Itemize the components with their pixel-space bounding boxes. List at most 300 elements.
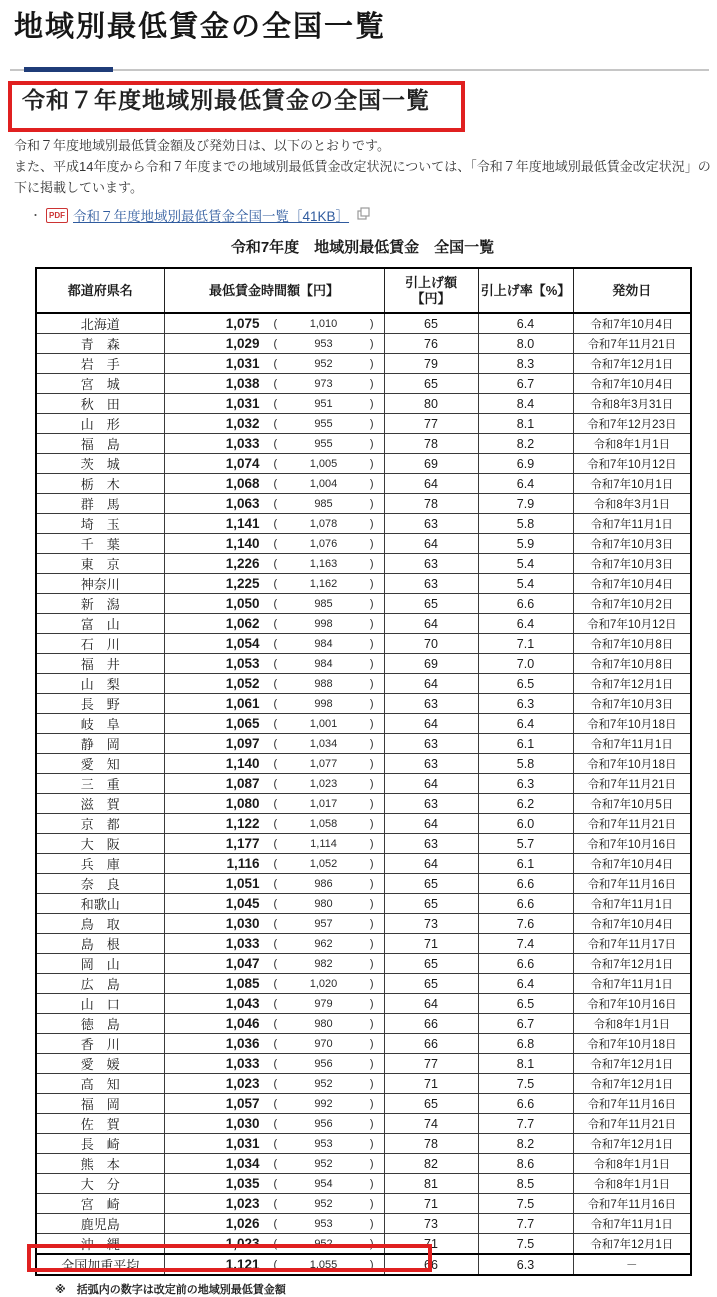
table-row	[36, 354, 691, 374]
raise-rate-cell: 6.3	[478, 774, 573, 794]
wage-current-value: 1,053	[225, 656, 260, 671]
paren-close: )	[369, 457, 374, 470]
section-heading: 令和７年度地域別最低賃金の全国一覧	[22, 87, 430, 113]
raise-rate-cell: 6.6	[478, 594, 573, 614]
raise-rate-cell: 6.6	[478, 874, 573, 894]
raise-amount-cell: 65	[384, 374, 478, 394]
paren-close: )	[369, 977, 374, 990]
intro-text	[14, 135, 714, 198]
table-row	[36, 534, 691, 554]
wage-previous-value	[274, 1138, 374, 1150]
paren-open: (	[273, 457, 278, 470]
table-row	[36, 1194, 691, 1214]
table-row	[36, 774, 691, 794]
wage-previous-number: 955	[314, 437, 333, 450]
raise-rate-cell: 8.2	[478, 1134, 573, 1154]
wage-current-value: 1,116	[226, 856, 260, 871]
wage-previous-number: 970	[314, 1037, 333, 1050]
prefecture-name-cell: 広 島	[36, 974, 164, 994]
wage-previous-value	[274, 1218, 374, 1230]
table-row	[36, 574, 691, 594]
wage-previous-number: 988	[314, 677, 333, 690]
paren-open: (	[273, 437, 278, 450]
paren-open: (	[273, 497, 278, 510]
prefecture-name-cell: 大 分	[36, 1174, 164, 1194]
paren-close: )	[369, 317, 374, 330]
table-row	[36, 814, 691, 834]
prefecture-name-cell: 富 山	[36, 614, 164, 634]
effective-date-cell: 令和7年10月5日	[573, 794, 691, 814]
wage-previous-number: 1,001	[309, 717, 338, 730]
wage-previous-number: 985	[314, 497, 333, 510]
table-row	[36, 994, 691, 1014]
effective-date-cell: 令和7年10月4日	[573, 374, 691, 394]
effective-date-cell: 令和7年10月3日	[573, 534, 691, 554]
wage-previous-value	[274, 1038, 374, 1050]
raise-rate-cell: 7.5	[478, 1234, 573, 1255]
wage-cell	[164, 674, 384, 694]
table-row	[36, 494, 691, 514]
table-row	[36, 854, 691, 874]
wage-previous-value	[274, 518, 374, 530]
table-row	[36, 1174, 691, 1194]
wage-current-value: 1,045	[225, 896, 260, 911]
raise-amount-cell: 63	[384, 754, 478, 774]
table-row	[36, 1094, 691, 1114]
paren-open: (	[273, 1157, 278, 1170]
paren-open: (	[273, 737, 278, 750]
raise-rate-cell: 6.4	[478, 474, 573, 494]
prefecture-name-cell: 岐 阜	[36, 714, 164, 734]
paren-close: )	[369, 1017, 374, 1030]
wage-cell	[164, 974, 384, 994]
raise-rate-cell: 6.5	[478, 674, 573, 694]
wage-cell	[164, 1034, 384, 1054]
table-row	[36, 614, 691, 634]
wage-previous-number: 1,034	[309, 737, 338, 750]
wage-cell	[164, 1234, 384, 1255]
wage-cell	[164, 534, 384, 554]
prefecture-name-cell: 群 馬	[36, 494, 164, 514]
paren-open: (	[273, 1137, 278, 1150]
paren-close: )	[369, 1177, 374, 1190]
table-row	[36, 1214, 691, 1234]
table-row	[36, 454, 691, 474]
prefecture-name-cell: 高 知	[36, 1074, 164, 1094]
paren-open: (	[273, 477, 278, 490]
table-row	[36, 594, 691, 614]
table-row	[36, 794, 691, 814]
effective-date-cell: 令和7年10月8日	[573, 654, 691, 674]
col-header-date: 発効日	[573, 268, 691, 313]
paren-close: )	[369, 577, 374, 590]
table-row-national-average	[36, 1254, 691, 1275]
wage-previous-number: 952	[314, 1197, 333, 1210]
raise-amount-cell: 63	[384, 734, 478, 754]
effective-date-cell: 令和7年11月1日	[573, 514, 691, 534]
paren-open: (	[273, 957, 278, 970]
effective-date-cell: 令和7年12月1日	[573, 1234, 691, 1255]
table-title: 令和7年度 地域別最低賃金 全国一覧	[230, 239, 495, 256]
raise-rate-cell: 7.5	[478, 1194, 573, 1214]
raise-amount-cell: 77	[384, 414, 478, 434]
prefecture-name-cell: 静 岡	[36, 734, 164, 754]
wage-cell	[164, 374, 384, 394]
wage-cell	[164, 794, 384, 814]
prefecture-name-cell: 宮 城	[36, 374, 164, 394]
raise-amount-cell: 64	[384, 474, 478, 494]
wage-previous-value	[274, 358, 374, 370]
wage-previous-value	[274, 1118, 374, 1130]
wage-previous-number: 973	[314, 377, 333, 390]
paren-close: )	[369, 517, 374, 530]
wage-previous-number: 957	[314, 917, 333, 930]
table-row	[36, 914, 691, 934]
prefecture-name-cell: 神奈川	[36, 574, 164, 594]
col-header-wage: 最低賃金時間額【円】	[164, 268, 384, 313]
wage-current-value: 1,062	[225, 616, 260, 631]
wage-current-value: 1,033	[225, 936, 260, 951]
effective-date-cell: 令和7年12月1日	[573, 674, 691, 694]
paren-open: (	[273, 1217, 278, 1230]
paren-close: )	[369, 537, 374, 550]
wage-cell	[164, 614, 384, 634]
prefecture-name-cell: 全国加重平均	[36, 1254, 164, 1275]
table-row	[36, 734, 691, 754]
wage-previous-number: 952	[314, 357, 333, 370]
paren-open: (	[273, 1017, 278, 1030]
raise-amount-cell: 73	[384, 1214, 478, 1234]
wage-cell	[164, 994, 384, 1014]
wage-cell	[164, 474, 384, 494]
effective-date-cell: 令和7年11月16日	[573, 1194, 691, 1214]
paren-open: (	[273, 557, 278, 570]
effective-date-cell: 令和8年1月1日	[573, 1154, 691, 1174]
effective-date-cell: 令和7年10月12日	[573, 454, 691, 474]
raise-amount-cell: 66	[384, 1014, 478, 1034]
wage-cell	[164, 634, 384, 654]
paren-open: (	[273, 637, 278, 650]
wage-current-value: 1,050	[225, 596, 260, 611]
paren-close: )	[369, 1258, 374, 1271]
paren-close: )	[369, 997, 374, 1010]
paren-open: (	[273, 617, 278, 630]
paren-close: )	[369, 477, 374, 490]
raise-amount-cell: 63	[384, 794, 478, 814]
raise-amount-cell: 65	[384, 1094, 478, 1114]
wage-previous-value	[274, 638, 374, 650]
col-header-prefecture: 都道府県名	[36, 268, 164, 313]
raise-amount-cell: 64	[384, 534, 478, 554]
effective-date-cell: 令和7年11月1日	[573, 734, 691, 754]
raise-rate-cell: 6.3	[478, 694, 573, 714]
wage-previous-value	[274, 1058, 374, 1070]
paren-close: )	[369, 917, 374, 930]
effective-date-cell: 令和7年10月3日	[573, 554, 691, 574]
wage-previous-number: 952	[314, 1237, 333, 1250]
wage-previous-number: 1,055	[309, 1258, 338, 1271]
wage-current-value: 1,033	[225, 436, 260, 451]
effective-date-cell: 令和7年10月4日	[573, 574, 691, 594]
paren-open: (	[273, 817, 278, 830]
wage-current-value: 1,054	[225, 636, 260, 651]
wage-cell	[164, 574, 384, 594]
prefecture-name-cell: 和歌山	[36, 894, 164, 914]
wage-current-value: 1,031	[225, 396, 260, 411]
wage-previous-number: 998	[314, 697, 333, 710]
paren-open: (	[273, 1077, 278, 1090]
raise-rate-cell: 8.3	[478, 354, 573, 374]
paren-close: )	[369, 617, 374, 630]
table-row	[36, 394, 691, 414]
wage-current-value: 1,031	[225, 1136, 260, 1151]
raise-rate-cell: 5.8	[478, 754, 573, 774]
wage-previous-number: 1,004	[309, 477, 338, 490]
wage-current-value: 1,034	[225, 1156, 260, 1171]
effective-date-cell: 令和7年12月23日	[573, 414, 691, 434]
wage-previous-number: 980	[314, 897, 333, 910]
wage-previous-value	[274, 958, 374, 970]
effective-date-cell: 令和8年3月31日	[573, 394, 691, 414]
effective-date-cell: 令和7年10月1日	[573, 474, 691, 494]
table-row	[36, 414, 691, 434]
wage-current-value: 1,225	[225, 576, 260, 591]
raise-rate-cell: 6.1	[478, 734, 573, 754]
raise-amount-cell: 64	[384, 674, 478, 694]
paren-open: (	[273, 597, 278, 610]
table-row	[36, 754, 691, 774]
paren-open: (	[273, 997, 278, 1010]
wage-previous-number: 998	[314, 617, 333, 630]
table-footnote: ※ 括弧内の数字は改定前の地域別最低賃金額	[55, 1284, 286, 1296]
wage-current-value: 1,046	[225, 1016, 260, 1031]
effective-date-cell: 令和7年11月21日	[573, 814, 691, 834]
table-row	[36, 1074, 691, 1094]
paren-open: (	[273, 657, 278, 670]
list-bullet: ・	[30, 210, 41, 222]
raise-amount-cell: 78	[384, 434, 478, 454]
paren-close: )	[369, 337, 374, 350]
paren-open: (	[273, 1037, 278, 1050]
raise-rate-cell: 8.1	[478, 1054, 573, 1074]
page-title: 地域別最低賃金の全国一覧	[14, 11, 387, 43]
pdf-download-link[interactable]: 令和７年度地域別最低賃金全国一覧［41KB］	[73, 209, 350, 224]
external-link-icon[interactable]	[357, 207, 370, 223]
paren-open: (	[273, 1258, 278, 1271]
effective-date-cell: －	[573, 1254, 691, 1275]
wage-current-value: 1,047	[225, 956, 260, 971]
wage-current-value: 1,051	[225, 876, 260, 891]
wage-previous-number: 1,020	[309, 977, 338, 990]
effective-date-cell: 令和7年12月1日	[573, 1134, 691, 1154]
paren-close: )	[369, 597, 374, 610]
wage-cell	[164, 1074, 384, 1094]
paren-open: (	[273, 357, 278, 370]
wage-current-value: 1,030	[225, 1116, 260, 1131]
wage-current-value: 1,061	[225, 696, 260, 711]
prefecture-name-cell: 奈 良	[36, 874, 164, 894]
wage-previous-value	[274, 818, 374, 830]
table-header-row	[36, 268, 691, 313]
paren-close: )	[369, 1197, 374, 1210]
wage-previous-value	[274, 618, 374, 630]
table-row	[36, 694, 691, 714]
wage-previous-value	[274, 598, 374, 610]
raise-rate-cell: 7.1	[478, 634, 573, 654]
wage-previous-number: 1,058	[309, 817, 338, 830]
wage-previous-number: 1,052	[309, 857, 338, 870]
wage-cell	[164, 1114, 384, 1134]
wage-current-value: 1,080	[225, 796, 260, 811]
wage-previous-value	[274, 558, 374, 570]
raise-rate-cell: 6.7	[478, 374, 573, 394]
raise-amount-cell: 82	[384, 1154, 478, 1174]
table-row	[36, 554, 691, 574]
wage-cell	[164, 734, 384, 754]
wage-cell	[164, 334, 384, 354]
prefecture-name-cell: 大 阪	[36, 834, 164, 854]
table-row	[36, 934, 691, 954]
effective-date-cell: 令和8年1月1日	[573, 1014, 691, 1034]
wage-previous-number: 954	[314, 1177, 333, 1190]
raise-amount-cell: 71	[384, 1194, 478, 1214]
wage-cell	[164, 774, 384, 794]
prefecture-name-cell: 福 島	[36, 434, 164, 454]
wage-current-value: 1,030	[225, 916, 260, 931]
wage-previous-value	[274, 578, 374, 590]
raise-rate-cell: 5.7	[478, 834, 573, 854]
wage-previous-number: 952	[314, 1077, 333, 1090]
effective-date-cell: 令和7年12月1日	[573, 954, 691, 974]
wage-current-value: 1,035	[225, 1176, 260, 1191]
section-divider	[10, 69, 709, 71]
effective-date-cell: 令和7年12月1日	[573, 354, 691, 374]
paren-open: (	[273, 417, 278, 430]
paren-close: )	[369, 1217, 374, 1230]
wage-cell	[164, 914, 384, 934]
raise-rate-cell: 7.7	[478, 1214, 573, 1234]
paren-close: )	[369, 817, 374, 830]
wage-previous-number: 986	[314, 877, 333, 890]
intro-line-2: また、平成14年度から令和７年度までの地域別最低賃金改定状況については、「令和７年度地域別最低賃金改定状況」の下に掲載しています。	[14, 159, 711, 195]
prefecture-name-cell: 石 川	[36, 634, 164, 654]
wage-previous-number: 956	[314, 1117, 333, 1130]
wage-previous-value	[274, 1078, 374, 1090]
raise-amount-cell: 66	[384, 1254, 478, 1275]
wage-previous-value	[274, 1238, 374, 1250]
raise-rate-cell: 8.5	[478, 1174, 573, 1194]
wage-current-value: 1,036	[225, 1036, 260, 1051]
wage-previous-value	[274, 398, 374, 410]
effective-date-cell: 令和7年11月16日	[573, 874, 691, 894]
paren-close: )	[369, 557, 374, 570]
raise-amount-cell: 64	[384, 614, 478, 634]
paren-open: (	[273, 757, 278, 770]
effective-date-cell: 令和7年11月1日	[573, 894, 691, 914]
prefecture-name-cell: 京 都	[36, 814, 164, 834]
effective-date-cell: 令和7年10月18日	[573, 754, 691, 774]
wage-previous-value	[274, 1018, 374, 1030]
table-row	[36, 834, 691, 854]
wage-previous-value	[274, 1158, 374, 1170]
raise-amount-cell: 77	[384, 1054, 478, 1074]
paren-open: (	[273, 1237, 278, 1250]
wage-current-value: 1,226	[225, 556, 260, 571]
paren-close: )	[369, 1097, 374, 1110]
prefecture-name-cell: 滋 賀	[36, 794, 164, 814]
paren-close: )	[369, 497, 374, 510]
wage-previous-number: 980	[314, 1017, 333, 1030]
raise-amount-cell: 65	[384, 874, 478, 894]
prefecture-name-cell: 徳 島	[36, 1014, 164, 1034]
wage-current-value: 1,065	[225, 716, 260, 731]
paren-close: )	[369, 837, 374, 850]
paren-open: (	[273, 1177, 278, 1190]
wage-cell	[164, 414, 384, 434]
wage-previous-number: 979	[314, 997, 333, 1010]
effective-date-cell: 令和7年10月12日	[573, 614, 691, 634]
wage-current-value: 1,121	[225, 1257, 260, 1272]
wage-previous-number: 1,010	[309, 317, 338, 330]
raise-amount-cell: 64	[384, 994, 478, 1014]
raise-rate-cell: 7.9	[478, 494, 573, 514]
wage-current-value: 1,023	[225, 1236, 260, 1251]
prefecture-name-cell: 兵 庫	[36, 854, 164, 874]
paren-open: (	[273, 797, 278, 810]
raise-rate-cell: 6.7	[478, 1014, 573, 1034]
prefecture-name-cell: 秋 田	[36, 394, 164, 414]
raise-rate-cell: 5.4	[478, 554, 573, 574]
wage-cell	[164, 1174, 384, 1194]
paren-close: )	[369, 1157, 374, 1170]
wage-previous-number: 952	[314, 1157, 333, 1170]
wage-cell	[164, 554, 384, 574]
prefecture-name-cell: 鹿児島	[36, 1214, 164, 1234]
raise-amount-cell: 63	[384, 554, 478, 574]
paren-close: )	[369, 417, 374, 430]
wage-previous-number: 953	[314, 1137, 333, 1150]
wage-current-value: 1,023	[225, 1076, 260, 1091]
paren-open: (	[273, 697, 278, 710]
wage-cell	[164, 1154, 384, 1174]
wage-current-value: 1,031	[225, 356, 260, 371]
raise-rate-cell: 5.4	[478, 574, 573, 594]
wage-current-value: 1,023	[225, 1196, 260, 1211]
raise-rate-cell: 6.1	[478, 854, 573, 874]
wage-current-value: 1,141	[225, 516, 260, 531]
wage-cell	[164, 694, 384, 714]
raise-rate-cell: 6.4	[478, 614, 573, 634]
prefecture-name-cell: 宮 崎	[36, 1194, 164, 1214]
wage-previous-number: 982	[314, 957, 333, 970]
paren-close: )	[369, 677, 374, 690]
paren-close: )	[369, 777, 374, 790]
paren-close: )	[369, 357, 374, 370]
wage-previous-value	[274, 718, 374, 730]
table-row	[36, 1014, 691, 1034]
raise-amount-cell: 80	[384, 394, 478, 414]
wage-cell	[164, 714, 384, 734]
wage-cell	[164, 434, 384, 454]
raise-amount-cell: 63	[384, 834, 478, 854]
paren-open: (	[273, 917, 278, 930]
table-row	[36, 674, 691, 694]
raise-rate-cell: 6.2	[478, 794, 573, 814]
effective-date-cell: 令和7年11月21日	[573, 334, 691, 354]
table-row	[36, 654, 691, 674]
wage-previous-value	[274, 938, 374, 950]
col-header-raise	[384, 268, 478, 313]
